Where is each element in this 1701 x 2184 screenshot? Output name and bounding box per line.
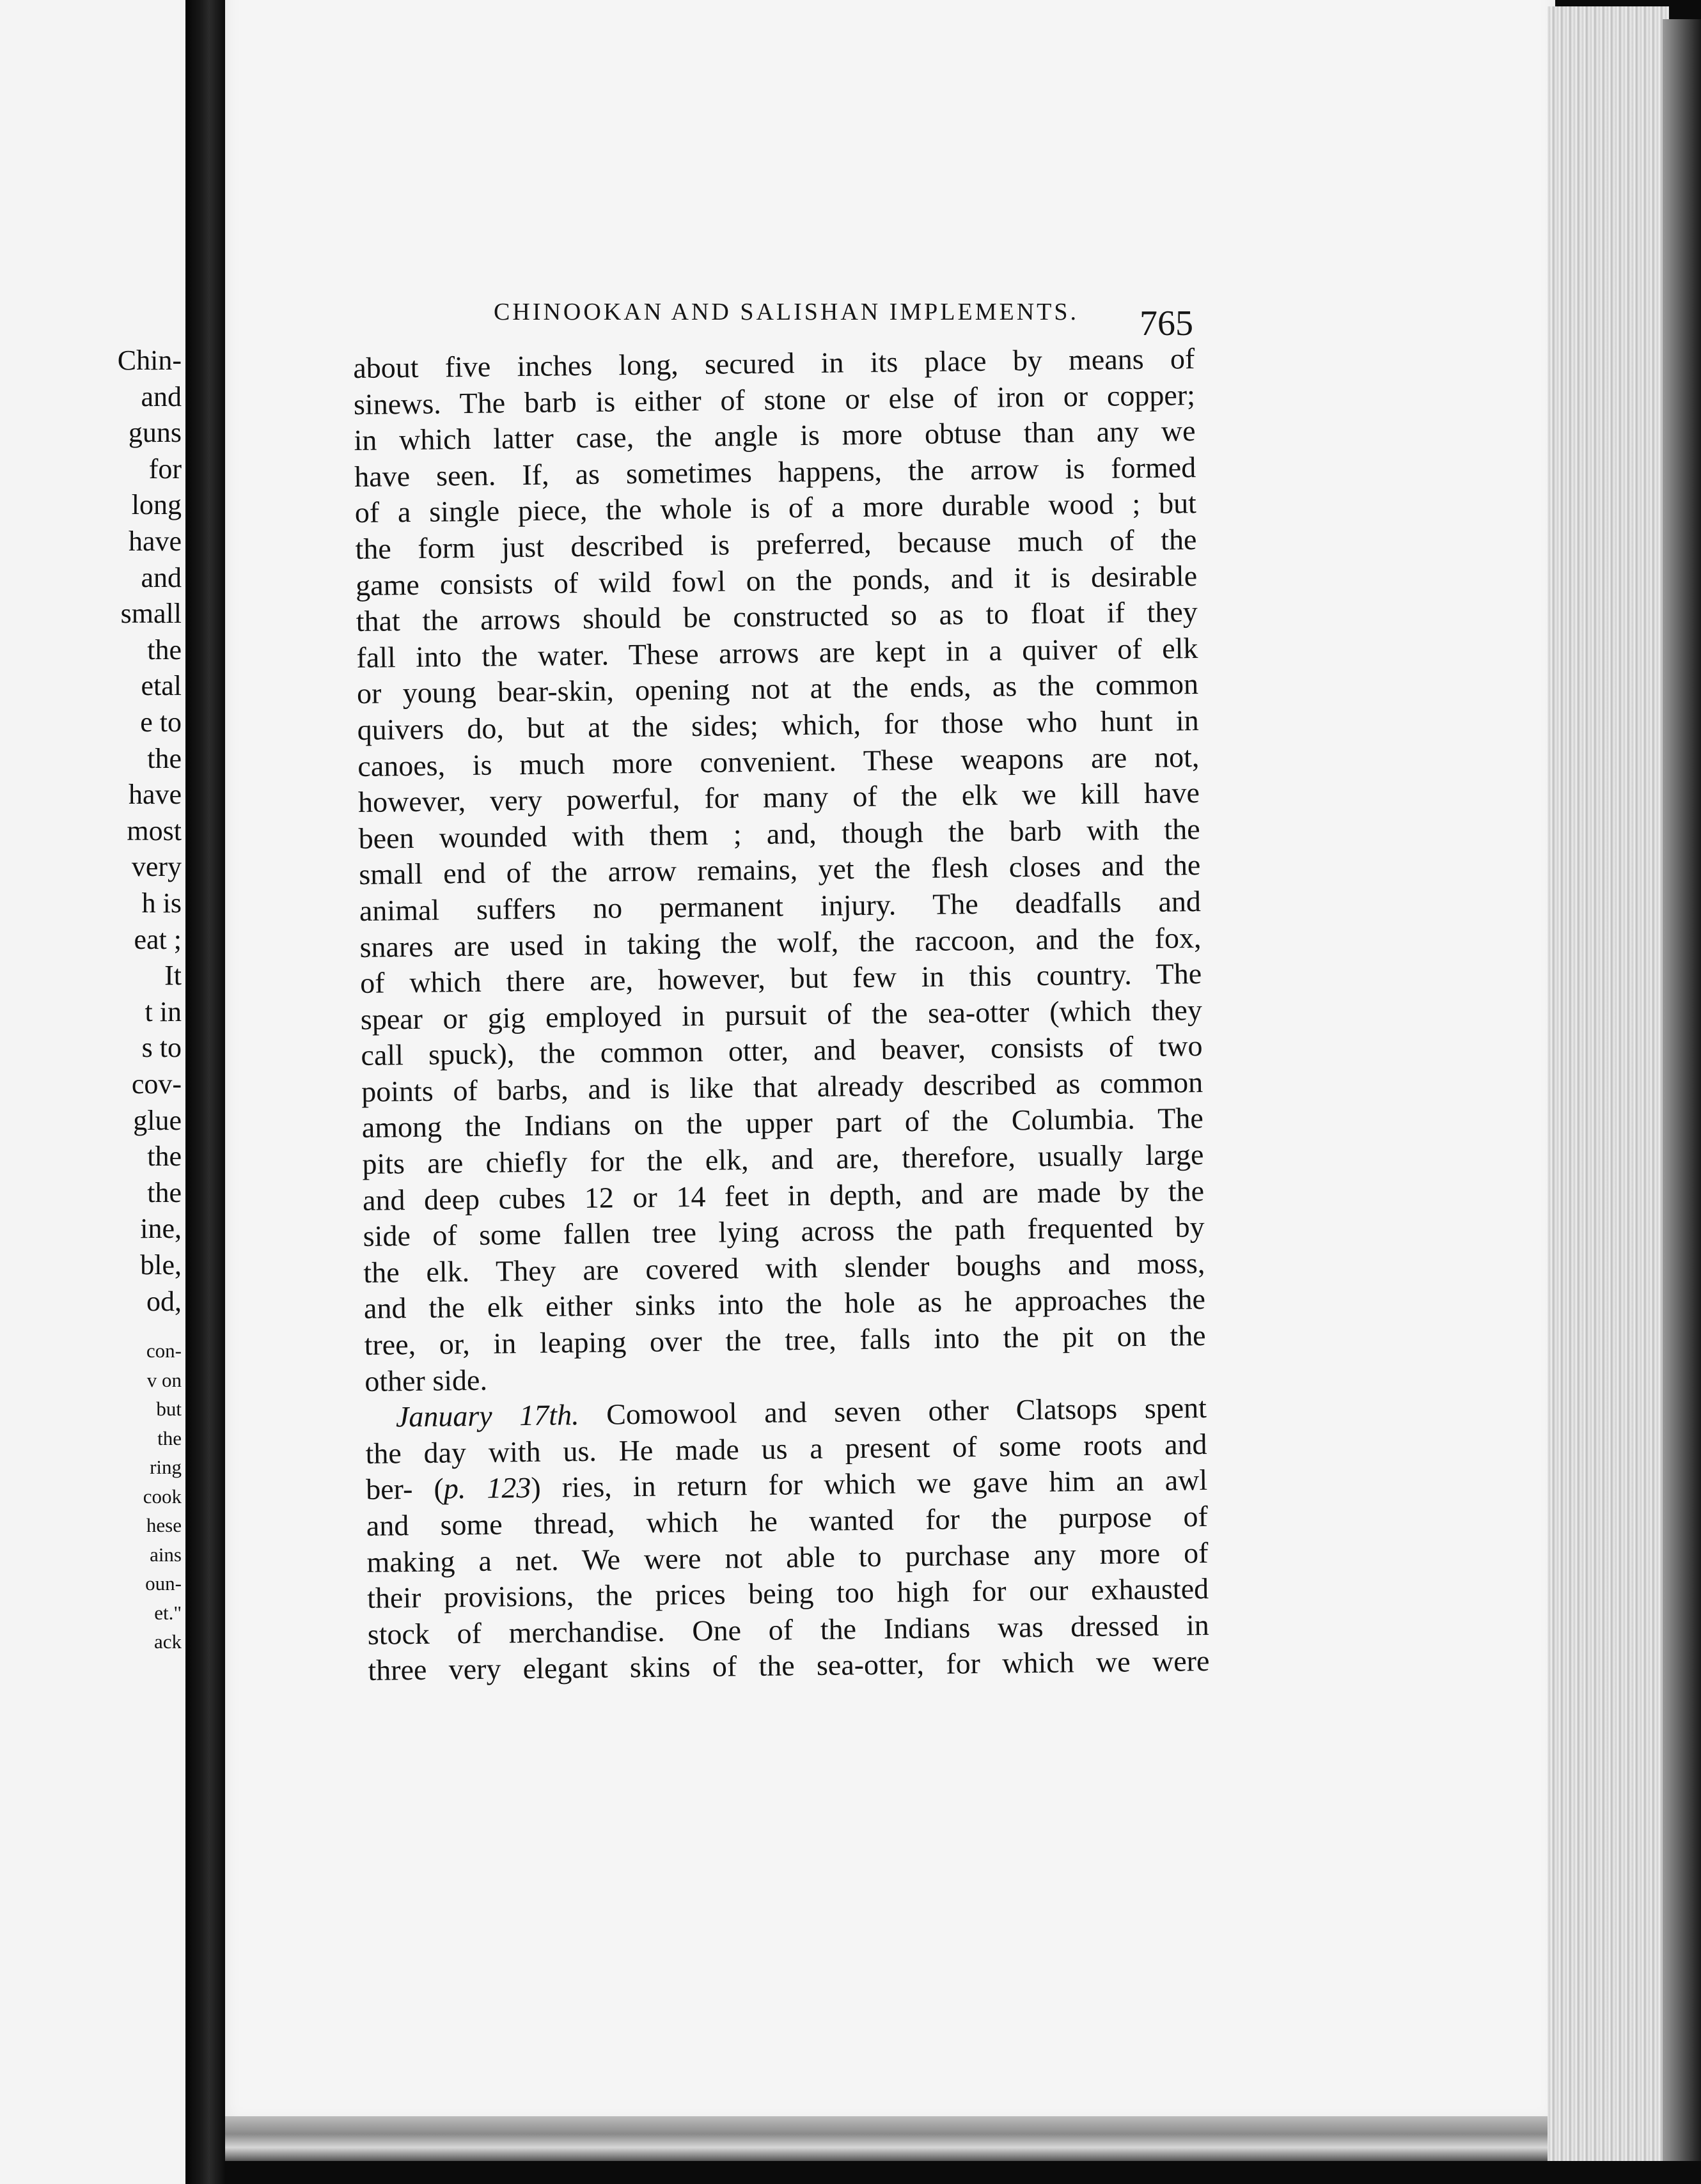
previous-page-note-line: v on bbox=[146, 1368, 182, 1391]
previous-page-line: etal bbox=[141, 670, 182, 702]
previous-page-line: and bbox=[141, 561, 182, 593]
entry-text-lines bbox=[366, 1499, 1210, 1689]
text-line: or young bear-skin, opening not at the ends, as the common bbox=[356, 667, 1199, 710]
text-line: tree, or, in leaping over the tree, falls into the pit on the bbox=[364, 1319, 1206, 1361]
text-line: been wounded with them ; and, though the barb with the bbox=[358, 812, 1200, 855]
previous-page-line: most bbox=[127, 815, 182, 846]
text-line: the elk. They are covered with slender boughs and moss, bbox=[363, 1246, 1205, 1289]
text-line: of a single piece, the whole is of a more durable wood ; but bbox=[354, 487, 1197, 529]
previous-page-note-line: oun- bbox=[145, 1572, 182, 1595]
entry-line: the day with us. He made us a present of some roots and bbox=[365, 1427, 1207, 1470]
previous-page-line: have bbox=[128, 779, 182, 811]
previous-page-note-line: the bbox=[157, 1426, 182, 1449]
body-text bbox=[353, 341, 1210, 1689]
text-line: snares are used in taking the wolf, the raccoon, and the fox, bbox=[359, 921, 1202, 963]
previous-page-line: the bbox=[147, 1141, 182, 1173]
text-line: that the arrows should be constructed so as to float if they bbox=[356, 595, 1198, 638]
text-line: and some thread, which he wanted for the purpose of bbox=[366, 1499, 1209, 1542]
previous-page-line: h is bbox=[141, 887, 182, 919]
previous-page-line: for bbox=[148, 453, 182, 485]
text-line: small end of the arrow remains, yet the flesh closes and the bbox=[359, 848, 1201, 891]
previous-page-line: cov- bbox=[131, 1068, 182, 1100]
previous-page-line: the bbox=[147, 742, 182, 774]
entry-line-part: ber- ( bbox=[365, 1472, 444, 1506]
previous-page-note-line: cook bbox=[143, 1485, 182, 1508]
previous-page-line: It bbox=[164, 960, 182, 992]
paragraph-text-lines bbox=[353, 341, 1207, 1400]
previous-page-line: ine, bbox=[140, 1213, 182, 1245]
previous-page-line: the bbox=[147, 634, 182, 666]
previous-page-line: and bbox=[141, 380, 182, 412]
previous-page-line: e to bbox=[140, 706, 182, 738]
text-line: their provisions, the prices being too high for our exhausted bbox=[366, 1572, 1209, 1615]
previous-page-line: have bbox=[128, 526, 182, 557]
previous-page-line: s to bbox=[141, 1032, 182, 1064]
previous-page-line: small bbox=[120, 598, 182, 630]
entry-line-part: ) ries, in return for which we gave him an awl bbox=[531, 1463, 1208, 1504]
previous-page-note-line: ack bbox=[153, 1630, 182, 1653]
text-line: and the elk either sinks into the hole as he approaches the bbox=[363, 1283, 1206, 1325]
text-line: side of some fallen tree lying across the path frequented by bbox=[363, 1210, 1205, 1253]
previous-page-note-line: ains bbox=[150, 1543, 182, 1566]
previous-page-note-line: hese bbox=[146, 1514, 182, 1536]
text-line: quivers do, but at the sides; which, for those who hunt in bbox=[357, 703, 1199, 746]
previous-page-line: long bbox=[131, 489, 182, 521]
previous-page-line: t in bbox=[145, 995, 182, 1027]
text-line: and deep cubes 12 or 14 feet in depth, and are made by the bbox=[362, 1174, 1205, 1217]
text-line: in which latter case, the angle is more obtuse than any we bbox=[354, 414, 1196, 457]
text-line: about five inches long, secured in its place by means of bbox=[353, 342, 1195, 384]
previous-page-line: guns bbox=[128, 417, 182, 449]
previous-page-line: the bbox=[147, 1176, 182, 1208]
text-line: fall into the water. These arrows are kept in a quiver of elk bbox=[356, 631, 1198, 674]
entry-first-line-text: Comowool and seven other Clatsops spent bbox=[606, 1391, 1207, 1431]
running-head: CHINOOKAN AND SALISHAN IMPLEMENTS. bbox=[494, 299, 1079, 325]
text-line: however, very powerful, for many of the elk we kill have bbox=[357, 776, 1200, 819]
text-line: have seen. If, as sometimes happens, the arrow is formed bbox=[354, 450, 1196, 493]
text-line: making a net. We were not able to purchase any more of bbox=[366, 1536, 1209, 1579]
text-line: call spuck), the common otter, and beaver, consists of two bbox=[361, 1029, 1203, 1072]
text-line: pits are chiefly for the elk, and are, therefore, usually large bbox=[362, 1138, 1204, 1180]
previous-page-note-line: ring bbox=[150, 1456, 182, 1478]
text-line: sinews. The barb is either of stone or else of iron or copper; bbox=[353, 378, 1196, 421]
text-line: the form just described is preferred, because much of the bbox=[355, 523, 1197, 565]
text-line: animal suffers no permanent injury. The deadfalls and bbox=[359, 884, 1202, 927]
previous-page-note-line: con- bbox=[146, 1339, 182, 1362]
previous-page-line: ble, bbox=[140, 1249, 182, 1281]
previous-page-note-line: but bbox=[156, 1398, 182, 1420]
entry-date: January 17th. bbox=[395, 1398, 579, 1433]
text-line: of which there are, however, but few in this country. The bbox=[359, 957, 1202, 1000]
text-line: game consists of wild fowl on the ponds, and it is desirable bbox=[355, 559, 1198, 602]
previous-page-line: Chin- bbox=[117, 345, 182, 376]
previous-page-line: od, bbox=[146, 1285, 182, 1317]
previous-page-line: glue bbox=[133, 1104, 182, 1136]
page-bottom-edge bbox=[225, 2116, 1632, 2161]
page-stack-edge bbox=[1548, 6, 1669, 2161]
text-line: stock of merchandise. One of the Indians was dressed in bbox=[367, 1608, 1209, 1651]
page-number: 765 bbox=[1140, 304, 1193, 343]
book-gutter bbox=[185, 0, 225, 2184]
text-line: other side. bbox=[364, 1363, 488, 1398]
text-line: three very elegant skins of the sea-otter, for which we were bbox=[368, 1644, 1210, 1687]
previous-page-line: very bbox=[131, 851, 182, 883]
text-line: points of barbs, and is like that already described as common bbox=[361, 1065, 1203, 1108]
previous-page-fragment bbox=[0, 0, 185, 2184]
text-line: canoes, is much more convenient. These weapons are not, bbox=[357, 740, 1200, 783]
page-reference: p. 123 bbox=[443, 1471, 531, 1505]
text-line: among the Indians on the upper part of the Columbia. The bbox=[361, 1102, 1203, 1144]
previous-page-line: eat ; bbox=[134, 923, 182, 955]
page-stack-shadow bbox=[1663, 19, 1701, 2161]
previous-page-note-line: et." bbox=[154, 1601, 182, 1624]
text-line: spear or gig employed in pursuit of the sea-otter (which they bbox=[360, 993, 1203, 1036]
